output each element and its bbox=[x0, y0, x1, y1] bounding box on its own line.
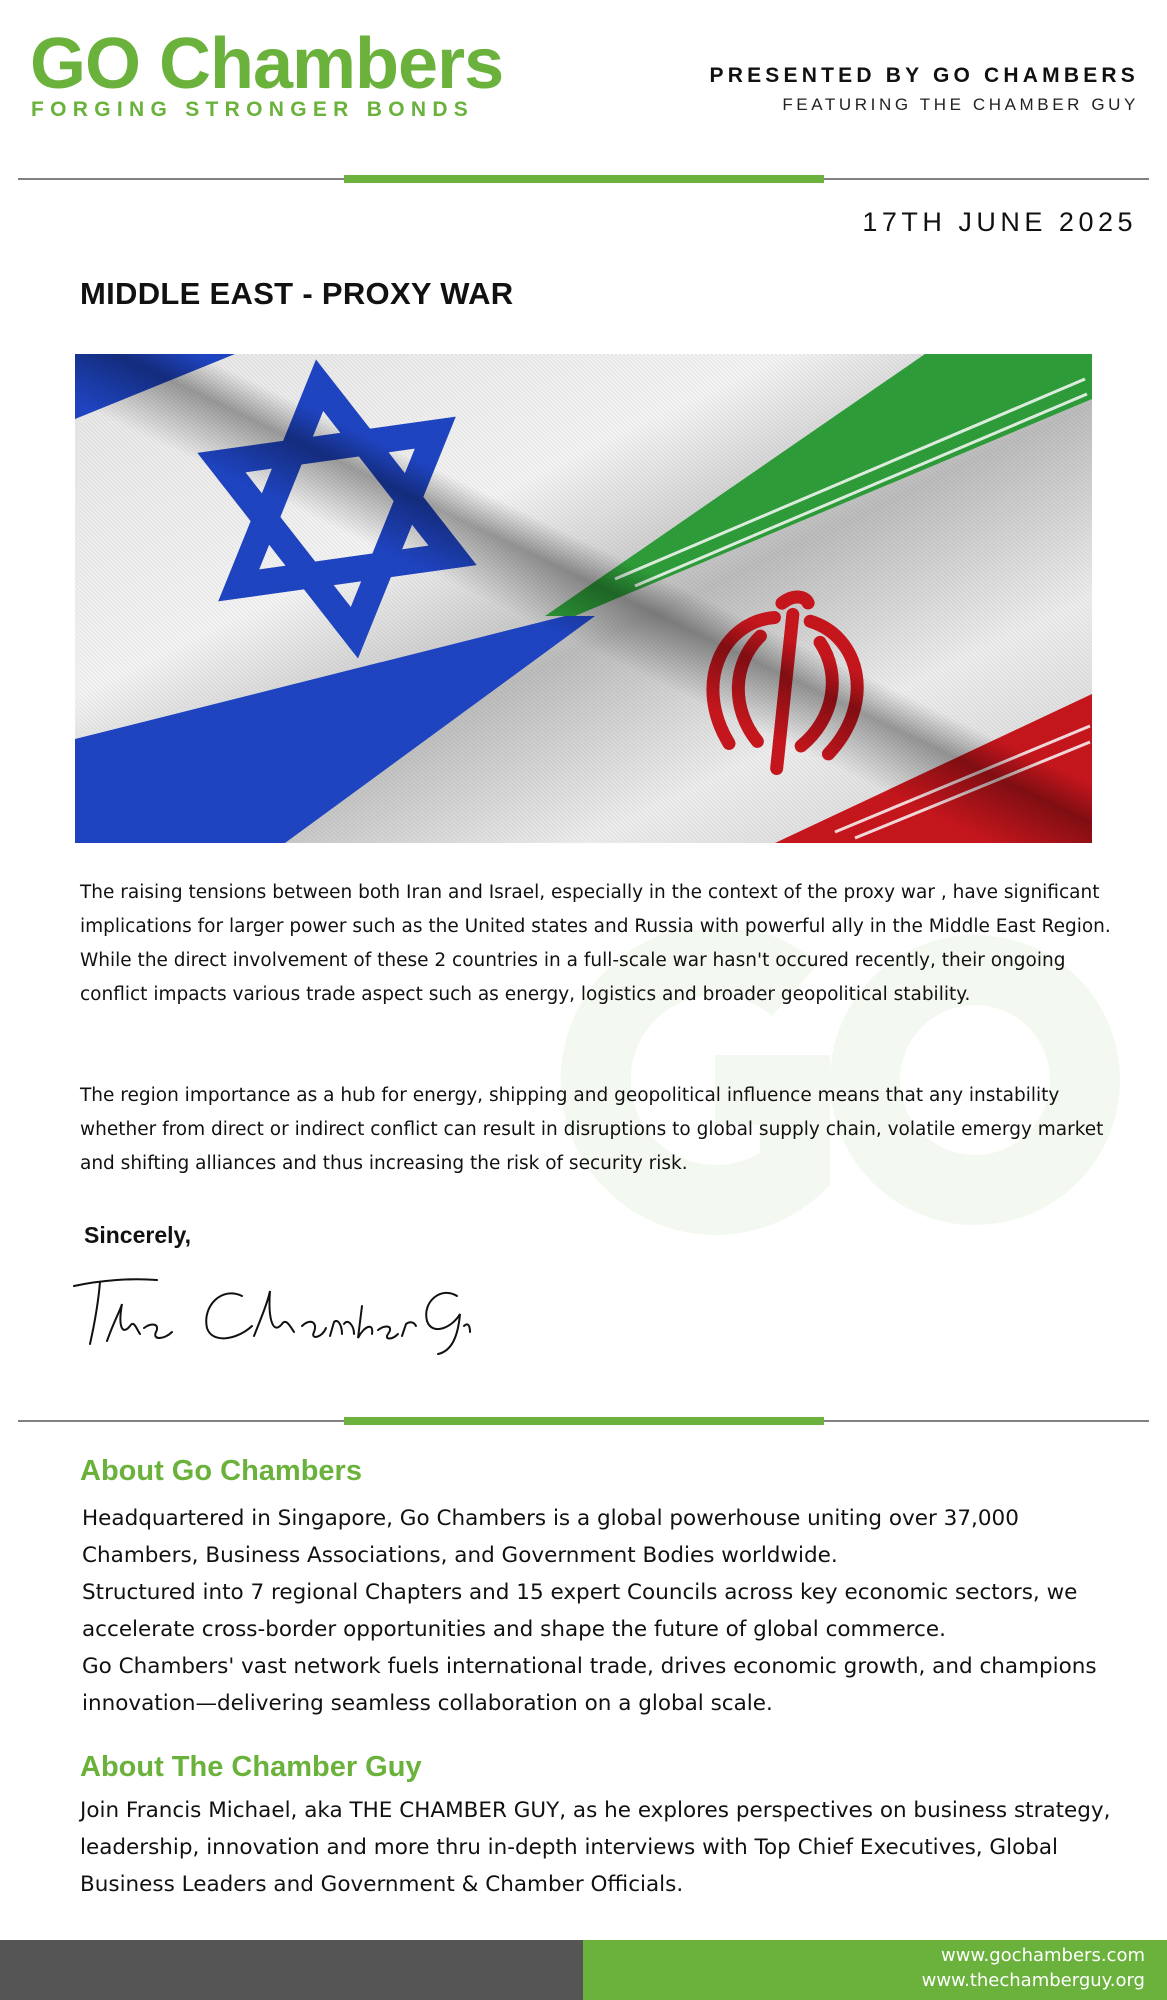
article-paragraph-2 bbox=[80, 1079, 1120, 1181]
about-go-chambers-heading: About Go Chambers bbox=[80, 1455, 362, 1487]
signature-image bbox=[72, 1266, 472, 1356]
logo-wordmark: GO Chambers bbox=[30, 24, 504, 104]
featuring-line: FEATURING THE CHAMBER GUY bbox=[782, 95, 1139, 114]
about-go-chambers-line-3: Go Chambers' vast network fuels international trade, drives economic growth, and champions innovation—delivering seamless collaboration on a global scale. bbox=[82, 1654, 1097, 1716]
about-go-chambers-line-2: Structured into 7 regional Chapters and 15 expert Councils across key economic sectors, we accelerate cross-border opportunities and shape the future of global commerce. bbox=[82, 1580, 1078, 1642]
footer-link-gochambers[interactable]: www.gochambers.com bbox=[941, 1945, 1145, 1966]
footer-right-band bbox=[583, 1940, 1167, 2000]
header-divider-accent bbox=[344, 175, 824, 183]
footer-link-thechamberguy[interactable]: www.thechamberguy.org bbox=[921, 1970, 1145, 1991]
closing-salutation: Sincerely, bbox=[84, 1222, 191, 1248]
logo-tagline: FORGING STRONGER BONDS bbox=[31, 98, 475, 121]
about-chamber-guy-body bbox=[80, 1792, 1130, 1903]
presented-by: PRESENTED BY GO CHAMBERS bbox=[709, 64, 1139, 87]
article-title: MIDDLE EAST - PROXY WAR bbox=[80, 276, 514, 311]
about-go-chambers-line-1: Headquartered in Singapore, Go Chambers is a global powerhouse uniting over 37,000 Chambers, Business Associations, and Government Bodies worldwide. bbox=[82, 1506, 1019, 1568]
footer-divider-accent bbox=[344, 1417, 824, 1425]
article-paragraph-1 bbox=[80, 876, 1120, 1012]
about-chamber-guy-text: Join Francis Michael, aka THE CHAMBER GUY, as he explores perspectives on business strategy, leadership, innovation and more thru in-depth interviews with Top Chief Executives, Global Business Leaders and Government & Chamber Officials. bbox=[80, 1798, 1111, 1897]
about-go-chambers-body bbox=[82, 1500, 1132, 1722]
paragraph-2-text: The region importance as a hub for energy, shipping and geopolitical influence means that any instability whether from direct or indirect conflict can result in disruptions to global supply chain, volatile emergy market and shifting alliances and thus increasing the risk of security risk. bbox=[80, 1085, 1104, 1174]
article-date: 17TH JUNE 2025 bbox=[862, 207, 1137, 237]
israel-iran-flags-image bbox=[75, 354, 1092, 843]
about-chamber-guy-heading: About The Chamber Guy bbox=[80, 1751, 422, 1783]
footer-left-band bbox=[0, 1940, 583, 2000]
paragraph-1-text: The raising tensions between both Iran and Israel, especially in the context of the proxy war , have significant implications for larger power such as the United states and Russia with powerful ally in the Middle East Region. While the direct involvement of these 2 countries in a full-scale war hasn't occured recently, their ongoing conflict impacts various trade aspect such as energy, logistics and broader geopolitical stability. bbox=[80, 882, 1111, 1005]
